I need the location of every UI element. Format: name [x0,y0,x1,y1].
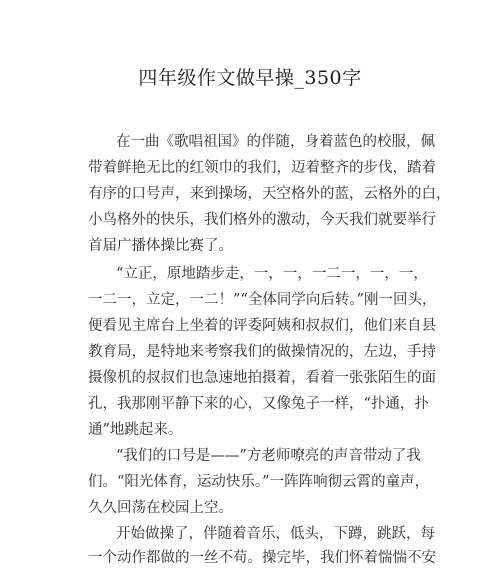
paragraph-line: 一二一，立定，一二！”“全体同学向后转。”刚一回头， [88,292,437,308]
paragraph-line: “立正，原地踏步走，一，一，一二一，一，一， [116,266,428,282]
paragraph-line: 教育局，是特地来考察我们的做操情况的，左边，手持 [88,344,436,360]
document-title: 四年级作文做早操_350字 [138,67,362,89]
paragraph-line: 久久回荡在校园上空。 [88,500,233,516]
paragraph-line: 在一曲《歌唱祖国》的伴随，身着蓝色的校服，佩 [116,134,435,150]
paragraph-line: 便看见主席台上坐着的评委阿姨和叔叔们，他们来自县 [88,318,436,334]
paragraph-line: 首届广播体操比赛了。 [88,238,233,254]
paragraph-line: “我们的口号是——”方老师嘹亮的声音带动了我 [116,448,421,464]
paragraph-line: 摄像机的叔叔们也急速地拍摄着，看着一张张陌生的面 [88,370,436,386]
paragraph-line: 孔，我那刚平静下来的心，又像兔子一样，“扑通，扑 [88,396,429,412]
paragraph-line: 一个动作都做的一丝不苟。操完毕，我们怀着惴惴不安 [88,550,436,566]
paragraph-line: 带着鲜艳无比的红领巾的我们，迈着整齐的步伐，踏着 [88,160,436,176]
paragraph-line: 小鸟格外的快乐，我们格外的激动，今天我们就要举行 [88,212,436,228]
paragraph-line: 开始做操了，伴随着音乐，低头，下蹲，跳跃，每 [116,526,435,542]
paragraph-line: 有序的口号声，来到操场，天空格外的蓝，云格外的白， [88,186,451,202]
paragraph-line: 们。“阳光体育，运动快乐。”一阵阵响彻云霄的童声， [88,474,430,490]
paragraph-line: 通”地跳起来。 [88,422,183,438]
